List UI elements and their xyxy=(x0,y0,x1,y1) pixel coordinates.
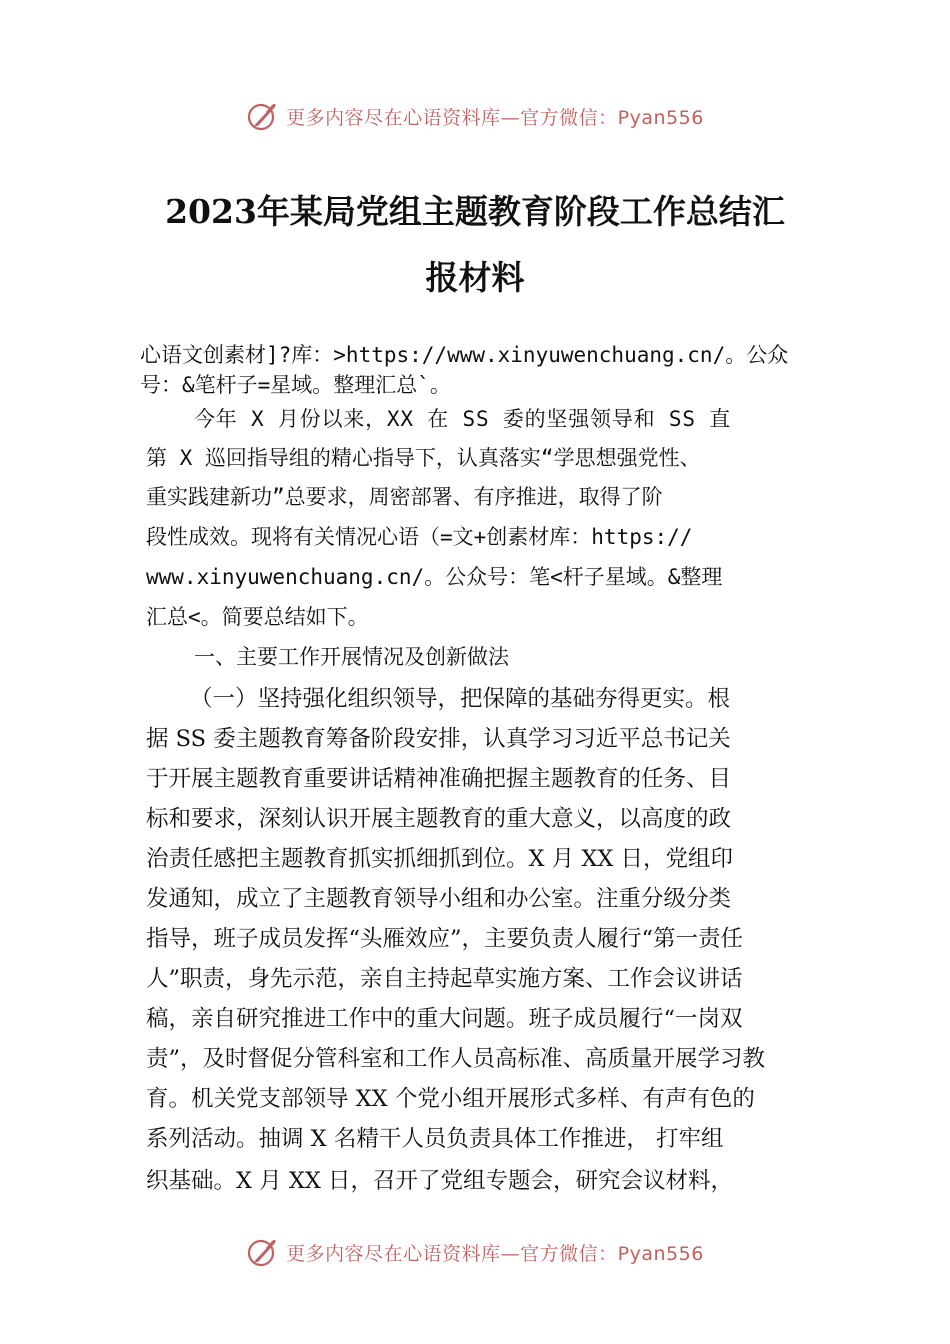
document-title-line-1: 2023年某局党组主题教育阶段工作总结汇 xyxy=(165,192,785,231)
body-line: 汇总<。简要总结如下。 xyxy=(146,605,369,629)
body-line: 育。机关党支部领导 XX 个党小组开展形式多样、有声有色的 xyxy=(146,1086,755,1112)
body-line: 据 SS 委主题教育筹备阶段安排，认真学习习近平总书记关 xyxy=(146,726,731,752)
body-line: 织基础。X 月 XX 日，召开了党组专题会，研究会议材料， xyxy=(146,1168,734,1194)
body-line: 段性成效。现将有关情况心语（=文+创素材库：https:// xyxy=(146,525,693,549)
body-line: 重实践建新功”总要求，周密部署、有序推进，取得了阶 xyxy=(146,485,663,509)
feather-pen-logo-icon xyxy=(246,1235,280,1269)
body-line: 号：&笔杆子=星域。整理汇总`。 xyxy=(140,373,451,397)
watermark-text: 更多内容尽在心语资料库—官方微信：Pyan556 xyxy=(286,106,704,129)
wechat-id: Pyan556 xyxy=(617,106,704,129)
section-heading: 一、主要工作开展情况及创新做法 xyxy=(194,645,509,669)
body-line: 于开展主题教育重要讲话精神准确把握主题教育的任务、目 xyxy=(146,766,732,792)
feather-pen-logo-icon xyxy=(246,99,280,133)
header-watermark xyxy=(0,96,950,136)
watermark-text: 更多内容尽在心语资料库—官方微信：Pyan556 xyxy=(286,1242,704,1265)
body-line: 指导，班子成员发挥“头雁效应”，主要负责人履行“第一责任 xyxy=(146,926,744,952)
body-line: www.xinyuwenchuang.cn/。公众号：笔<杆子星域。&整理 xyxy=(146,565,723,589)
footer-watermark xyxy=(0,1232,950,1272)
body-line: 今年 X 月份以来，XX 在 SS 委的坚强领导和 SS 直 xyxy=(194,407,732,431)
body-line: 标和要求，深刻认识开展主题教育的重大意义，以高度的政 xyxy=(146,806,732,832)
document-title-line-2: 报材料 xyxy=(425,258,525,297)
body-line: 治责任感把主题教育抓实抓细抓到位。X 月 XX 日，党组印 xyxy=(146,846,734,872)
body-line: 第 X 巡回指导组的精心指导下，认真落实“学思想强党性、 xyxy=(146,446,701,470)
body-line: 责”，及时督促分管科室和工作人员高标准、高质量开展学习教 xyxy=(146,1046,766,1072)
body-line: 发通知，成立了主题教育领导小组和办公室。注重分级分类 xyxy=(146,886,732,912)
body-line: 人”职责，身先示范，亲自主持起草实施方案、工作会议讲话 xyxy=(146,966,743,992)
body-line: 系列活动。抽调 X 名精干人员负责具体工作推进， 打牢组 xyxy=(146,1126,724,1152)
body-line: 稿，亲自研究推进工作中的重大问题。班子成员履行“一岗双 xyxy=(146,1006,743,1032)
wechat-id: Pyan556 xyxy=(617,1242,704,1265)
body-line: （一）坚持强化组织领导，把保障的基础夯得更实。根 xyxy=(190,686,731,712)
body-line: 心语文创素材]?库：>https://www.xinyuwenchuang.cn/。公众 xyxy=(140,343,789,367)
